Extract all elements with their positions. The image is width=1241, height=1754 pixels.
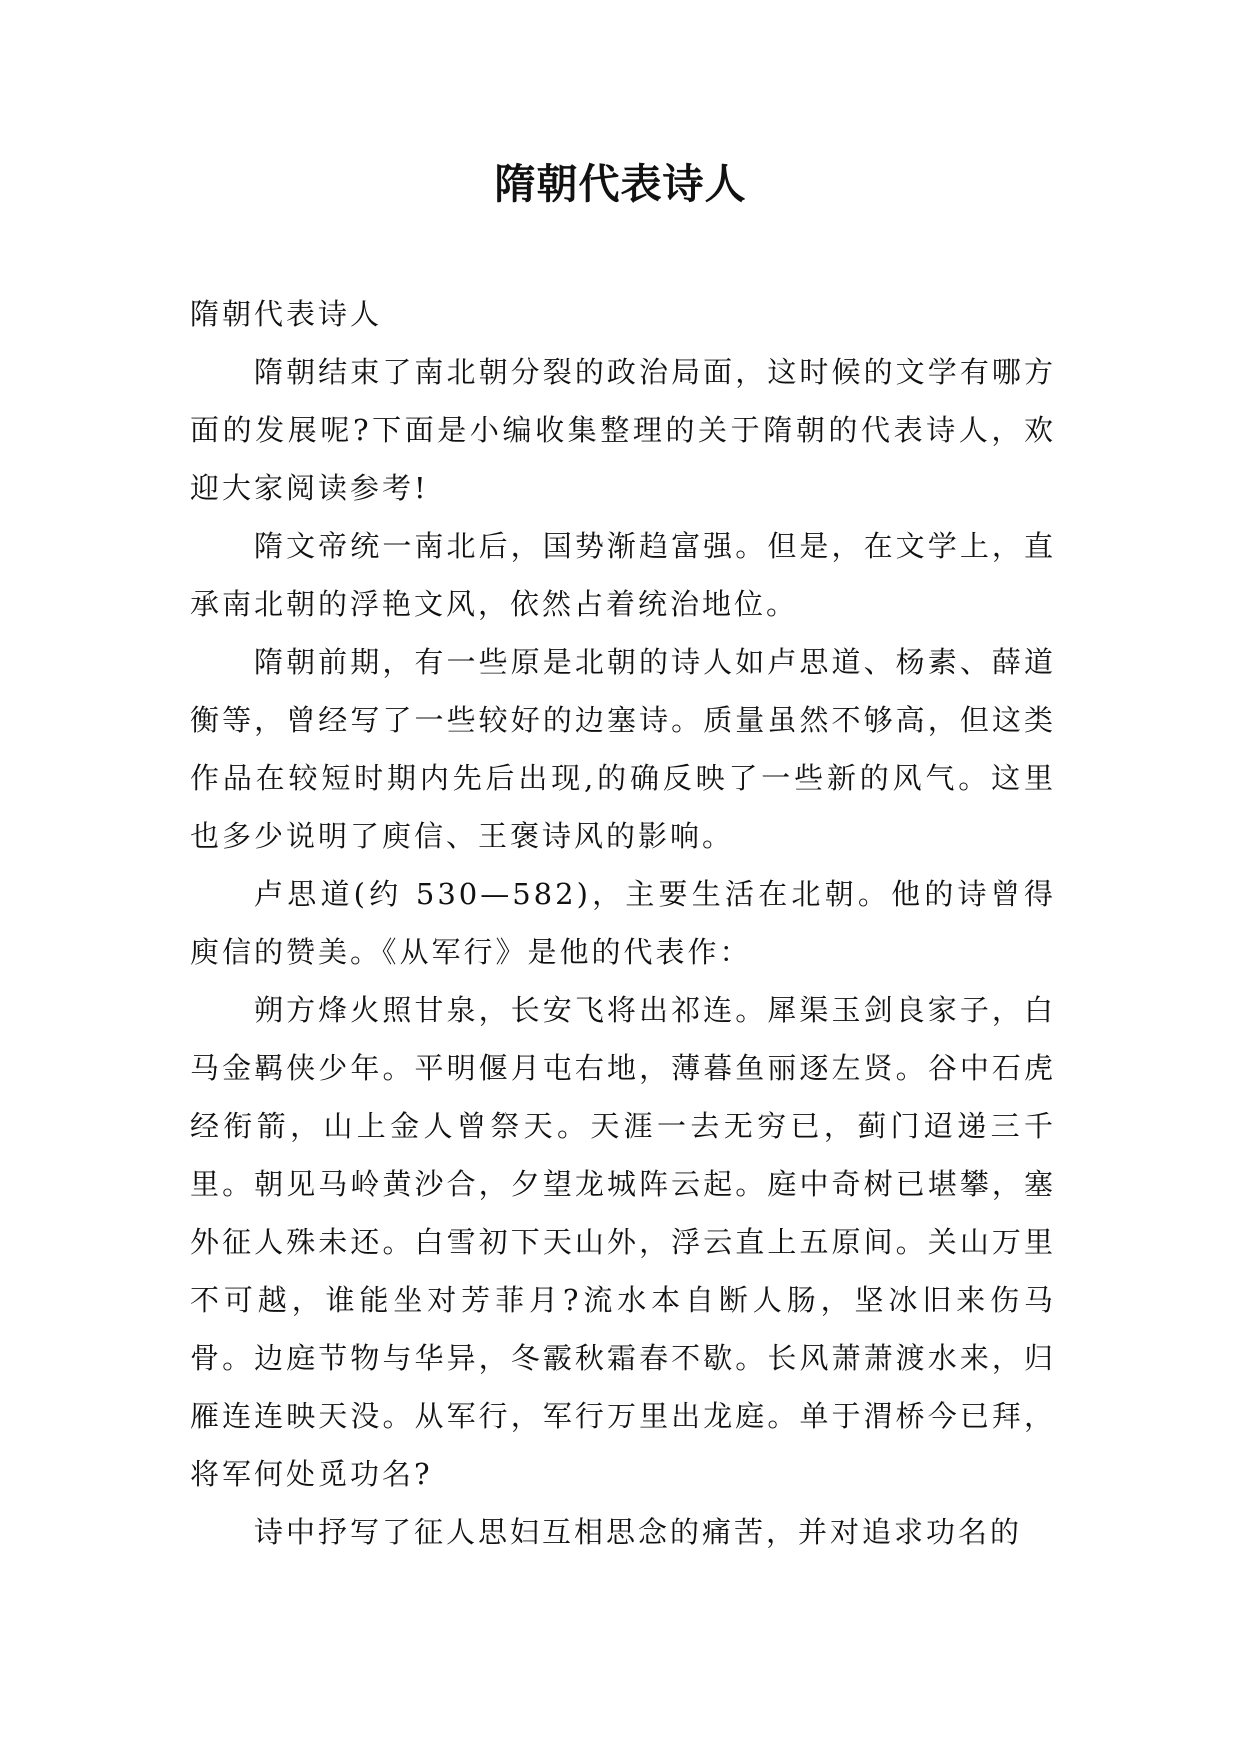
body-paragraph: 隋朝前期，有一些原是北朝的诗人如卢思道、杨素、薛道衡等，曾经写了一些较好的边塞诗。质量虽然不够高，但这类作品在较短时期内先后出现,的确反映了一些新的风气。这里也多少说明了庾信、王褒诗风的影响。 bbox=[190, 645, 1056, 853]
intro-paragraph: 隋朝结束了南北朝分裂的政治局面，这时候的文学有哪方面的发展呢?下面是小编收集整理的关于隋朝的代表诗人，欢迎大家阅读参考! bbox=[190, 355, 1056, 505]
body-paragraph: 诗中抒写了征人思妇互相思念的痛苦，并对追求功名的 bbox=[254, 1515, 1023, 1549]
document-title: 隋朝代表诗人 bbox=[494, 160, 747, 208]
document-body bbox=[190, 285, 1056, 1561]
body-paragraph: 卢思道(约 530—582)，主要生活在北朝。他的诗曾得庾信的赞美。《从军行》是他的代表作： bbox=[190, 877, 1056, 969]
poem-paragraph: 朔方烽火照甘泉，长安飞将出祁连。犀渠玉剑良家子，白马金羁侠少年。平明偃月屯右地，薄暮鱼丽逐左贤。谷中石虎经衔箭，山上金人曾祭天。天涯一去无穷已，蓟门迢递三千里。朝见马岭黄沙合，夕望龙城阵云起。庭中奇树已堪攀，塞外征人殊未还。白雪初下天山外，浮云直上五原间。关山万里不可越，谁能坐对芳菲月?流水本自断人肠，坚冰旧来伤马骨。边庭节物与华异，冬霰秋霜春不歇。长风萧萧渡水来，归雁连连映天没。从军行，军行万里出龙庭。单于渭桥今已拜，将军何处觅功名? bbox=[190, 993, 1056, 1491]
heading-paragraph: 隋朝代表诗人 bbox=[190, 297, 383, 331]
body-paragraph: 隋文帝统一南北后，国势渐趋富强。但是，在文学上，直承南北朝的浮艳文风，依然占着统治地位。 bbox=[190, 529, 1056, 621]
